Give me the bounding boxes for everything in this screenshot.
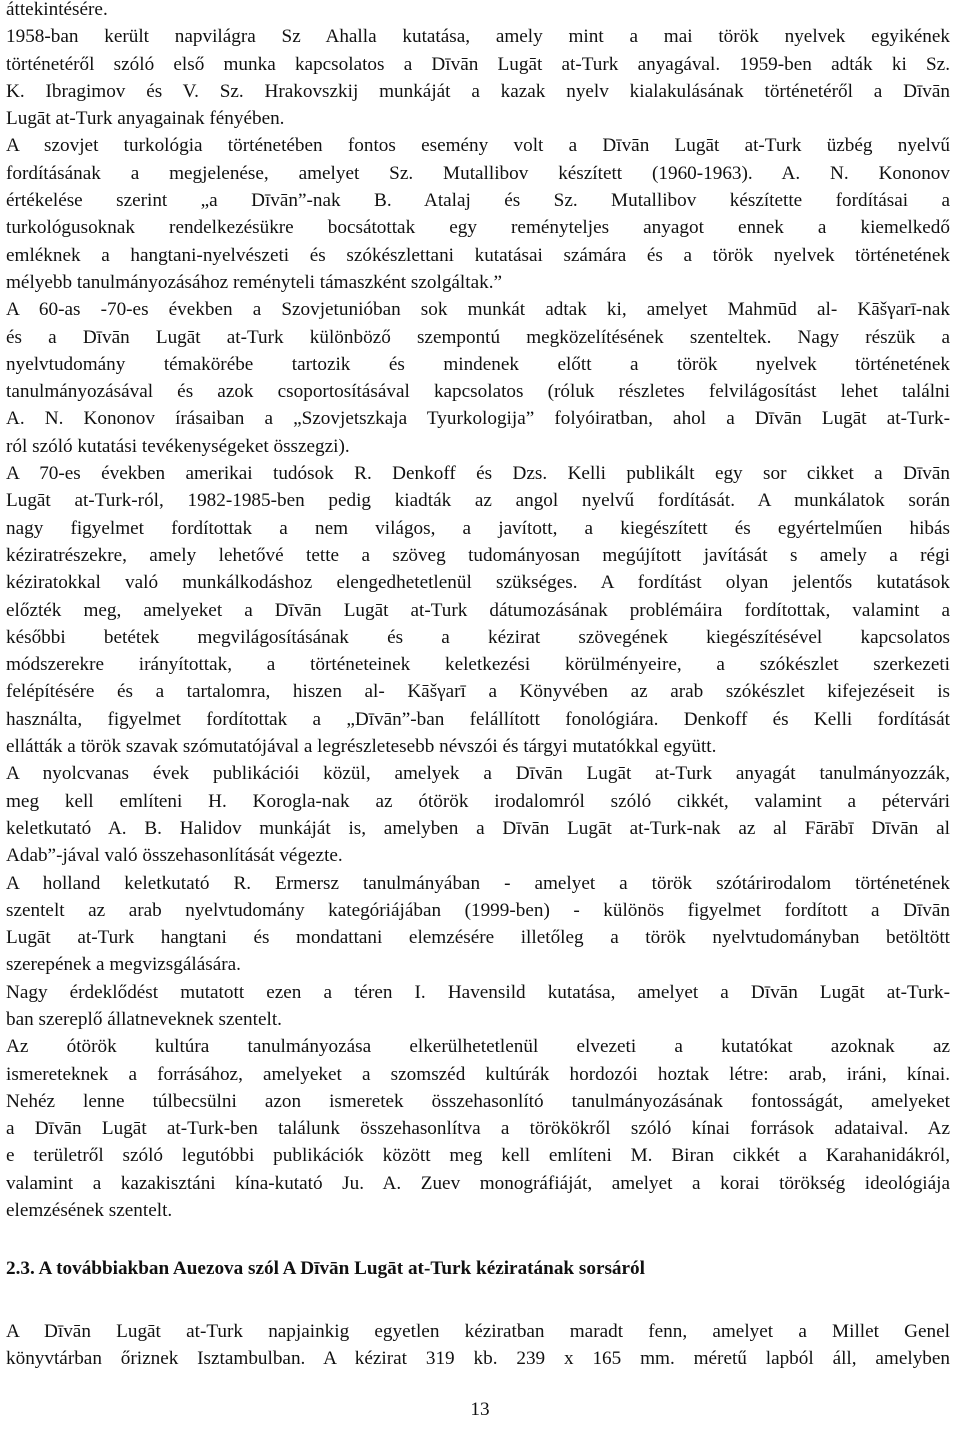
text-line: használta, figyelmet fordítottak a „Dīvān”-ban felállított fonológiára. Denkoff és Kelli fordítását — [6, 708, 950, 730]
section-body-text — [6, 1318, 950, 1373]
text-line: módszerekre irányítottak, a történeteinek keletkezési körülményeire, a szókészlet szerkezeti — [6, 654, 950, 676]
text-line: ban szereplő állatneveknek szentelt. — [6, 1008, 282, 1030]
text-line: könyvtárban őriznek Isztambulban. A kézirat 319 kb. 239 x 165 mm. méretű lapból áll, amelyben — [6, 1348, 950, 1370]
text-line: turkológusoknak rendelkezésükre bocsátottak egy reményteljes anyagot ennek a kiemelkedő — [6, 217, 950, 239]
text-line: Lugāt at-Turk hangtani és mondattani elemzésére illetőleg a török nyelvtudományban betöltött — [6, 927, 950, 949]
text-line: K. Ibragimov és V. Sz. Hrakovszkij munkáját a kazak nyelv kialakulásának történetéről a Dīvān — [6, 80, 950, 102]
text-line: értékelése szerint „a Dīvān”-nak B. Atalaj és Sz. Mutallibov készítette fordításai a — [6, 190, 950, 212]
text-line: ról szóló kutatási tevékenységeket összegzi). — [6, 435, 350, 457]
text-line: Nehéz lenne túlbecsülni azon ismeretek összehasonlító tanulmányozásának fontosságát, amelyeket — [6, 1090, 950, 1112]
text-line: Lugāt at-Turk-ról, 1982-1985-ben pedig kiadták az angol nyelvű fordítását. A munkálatok során — [6, 490, 950, 512]
text-line: előzték meg, amelyeket a Dīvān Lugāt at-Turk dátumozásának problémáira fordítottak, valamint a — [6, 599, 950, 621]
text-line: mélyebb tanulmányozásához reményteli támaszként szolgáltak.” — [6, 271, 503, 293]
body-text — [6, 0, 950, 1224]
section-heading: 2.3. A továbbiakban Auezova szól A Dīvān Lugāt at-Turk kéziratának sorsáról — [6, 1258, 645, 1279]
text-line: keletkutató A. B. Halidov munkáját is, amelyben a Dīvān Lugāt at-Turk-nak az al Fārābī Dīvān al — [6, 817, 950, 839]
text-line: Nagy érdeklődést mutatott ezen a téren I. Havensild kutatása, amelyet a Dīvān Lugāt at-Turk- — [6, 981, 950, 1003]
text-line: valamint a kazakisztáni kína-kutató Ju. A. Zuev monográfiáját, amelyet a korai törökség ideológiája — [6, 1172, 950, 1194]
text-line: A nyolcvanas évek publikációi közül, amelyek a Dīvān Lugāt at-Turk anyagát tanulmányozzák, — [6, 763, 950, 785]
text-line: A holland keletkutató R. Ermersz tanulmányában - amelyet a török szótárirodalom történetének — [6, 872, 950, 894]
text-line: későbbi betétek megvilágosításának és a kézirat szövegének kiegészítésével kapcsolatos — [6, 626, 950, 648]
text-line: szerepének a megvizsgálására. — [6, 954, 241, 976]
text-line: elemzésének szentelt. — [6, 1200, 173, 1222]
text-line: kéziratokkal való munkálkodáshoz elengedhetetlenül szükséges. A fordítást olyan jelentős kutatások — [6, 572, 950, 594]
text-line: e területről szóló legutóbbi publikációk között meg kell említeni M. Biran cikkét a Karahanidákról, — [6, 1145, 950, 1167]
text-line: szentelt az arab nyelvtudomány kategóriájában (1999-ben) - különös figyelmet fordított a Dīvān — [6, 899, 950, 921]
text-line: A szovjet turkológia történetében fontos esemény volt a Dīvān Lugāt at-Turk üzbég nyelvű — [6, 135, 950, 157]
page-number: 13 — [470, 1399, 490, 1420]
text-line: Adab”-jával való összehasonlítását végezte. — [6, 845, 343, 867]
text-line: nagy figyelmet fordítottak a nem világos, a javított, a kiegészített és egyértelműen hibás — [6, 517, 950, 539]
text-line: a Dīvān Lugāt at-Turk-ben találunk összehasonlítva a törökökről szóló kínai források adataival. Az — [6, 1118, 950, 1140]
text-line: A 70-es években amerikai tudósok R. Denkoff és Dzs. Kelli publikált egy sor cikket a Dīvān — [6, 463, 950, 485]
text-line: kéziratrészekre, amely lehetővé tette a szöveg tudományosan megújított javítását s amely a régi — [6, 544, 950, 566]
text-line: Lugāt at-Turk anyagainak fényében. — [6, 108, 285, 130]
text-line: ismereteknek a forrásához, amelyeket a szomszéd kultúrák hordozói hoztak létre: arab, iráni, kínai. — [6, 1063, 950, 1085]
text-line: 1958-ban került napvilágra Sz Ahalla kutatása, amely mint a mai török nyelvek egyikének — [6, 26, 950, 48]
text-line: áttekintésére. — [6, 0, 108, 20]
text-line: ellátták a török szavak szómutatójával a legrészletesebb névszói és tárgyi mutatókkal együtt. — [6, 736, 717, 758]
text-line: tanulmányozásával és azok csoportosításával kapcsolatos (róluk részletes felvilágosítást lehet találni — [6, 381, 950, 403]
text-line: meg kell említeni H. Korogla-nak az ótörök irodalomról szóló cikkét, valamint a pétervári — [6, 790, 950, 812]
text-line: A. N. Kononov írásaiban a „Szovjetszkaja Tyurkologija” folyóiratban, ahol a Dīvān Lugāt at-Turk- — [6, 408, 950, 430]
text-line: fordításának a megjelenése, amelyet Sz. Mutallibov készített (1960-1963). A. N. Kononov — [6, 162, 950, 184]
text-line: nyelvtudomány témakörébe tartozik és mindenek előtt a török nyelvek történetének — [6, 353, 950, 375]
text-line: Az ótörök kultúra tanulmányozása elkerülhetetlenül elvezeti a kutatókat azoknak az — [6, 1036, 950, 1058]
text-line: A 60-as -70-es években a Szovjetunióban sok munkát adtak ki, amelyet Mahmūd al- Kāšγarī-nak — [6, 299, 950, 321]
text-line: felépítésére és a tartalomra, hiszen al- Kāšγarī a Könyvében az arab szókészlet kifejezéseit is — [6, 681, 950, 703]
text-line: A Dīvān Lugāt at-Turk napjainkig egyetlen kéziratban maradt fenn, amelyet a Millet Genel — [6, 1321, 950, 1342]
text-line: emléknek a hangtani-nyelvészeti és szókészlettani kutatásai számára és a török nyelvek történetének — [6, 244, 950, 266]
text-line: és a Dīvān Lugāt at-Turk különböző szempontú megközelítésének szenteltek. Nagy részük a — [6, 326, 950, 348]
text-line: történetéről szóló első munka kapcsolatos a Dīvān Lugāt at-Turk anyagával. 1959-ben adták ki Sz. — [6, 53, 950, 75]
